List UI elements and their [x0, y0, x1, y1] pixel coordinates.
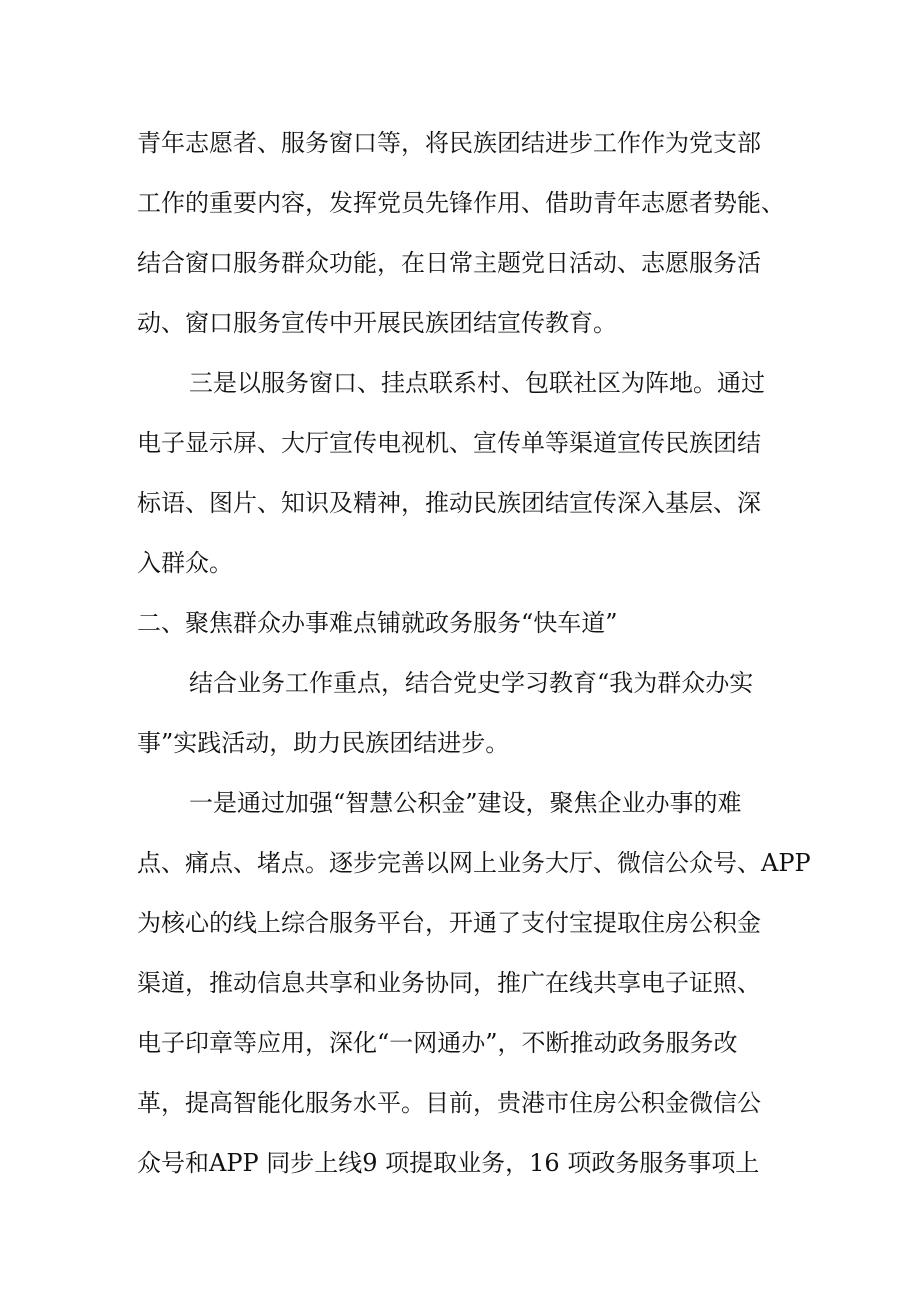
paragraph-line: 工作的重要内容，发挥党员先锋作用、借助青年志愿者势能、 — [137, 189, 785, 217]
paragraph-line: 事”实践活动，助力民族团结进步。 — [137, 729, 510, 757]
paragraph-line: 电子印章等应用，深化“一网通办”，不断推动政务服务改 — [137, 1029, 738, 1057]
paragraph-line: 结合窗口服务群众功能，在日常主题党日活动、志愿服务活 — [137, 249, 761, 277]
paragraph-line: 标语、图片、知识及精神，推动民族团结宣传深入基层、深 — [137, 489, 761, 517]
paragraph-line: 一是通过加强“智慧公积金”建设，聚焦企业办事的难 — [189, 789, 742, 817]
paragraph-line: 青年志愿者、服务窗口等，将民族团结进步工作作为党支部 — [137, 129, 761, 157]
paragraph-line: 众号和APP 同步上线9 项提取业务，16 项政务服务事项上 — [137, 1149, 760, 1177]
paragraph-line: 点、痛点、堵点。逐步完善以网上业务大厅、微信公众号、APP — [137, 849, 811, 877]
paragraph-line: 结合业务工作重点，结合党史学习教育“我为群众办实 — [189, 669, 754, 697]
paragraph-line: 电子显示屏、大厅宣传电视机、宣传单等渠道宣传民族团结 — [137, 429, 761, 457]
section-heading: 二、聚焦群众办事难点铺就政务服务“快车道” — [137, 609, 618, 637]
paragraph-line: 革，提高智能化服务水平。目前，贵港市住房公积金微信公 — [137, 1089, 761, 1117]
paragraph-line: 为核心的线上综合服务平台，开通了支付宝提取住房公积金 — [137, 909, 761, 937]
paragraph-line: 动、窗口服务宣传中开展民族团结宣传教育。 — [137, 309, 617, 337]
paragraph-line: 渠道，推动信息共享和业务协同，推广在线共享电子证照、 — [137, 969, 761, 997]
paragraph-line: 三是以服务窗口、挂点联系村、包联社区为阵地。通过 — [189, 369, 765, 397]
paragraph-line: 入群众。 — [137, 549, 233, 577]
